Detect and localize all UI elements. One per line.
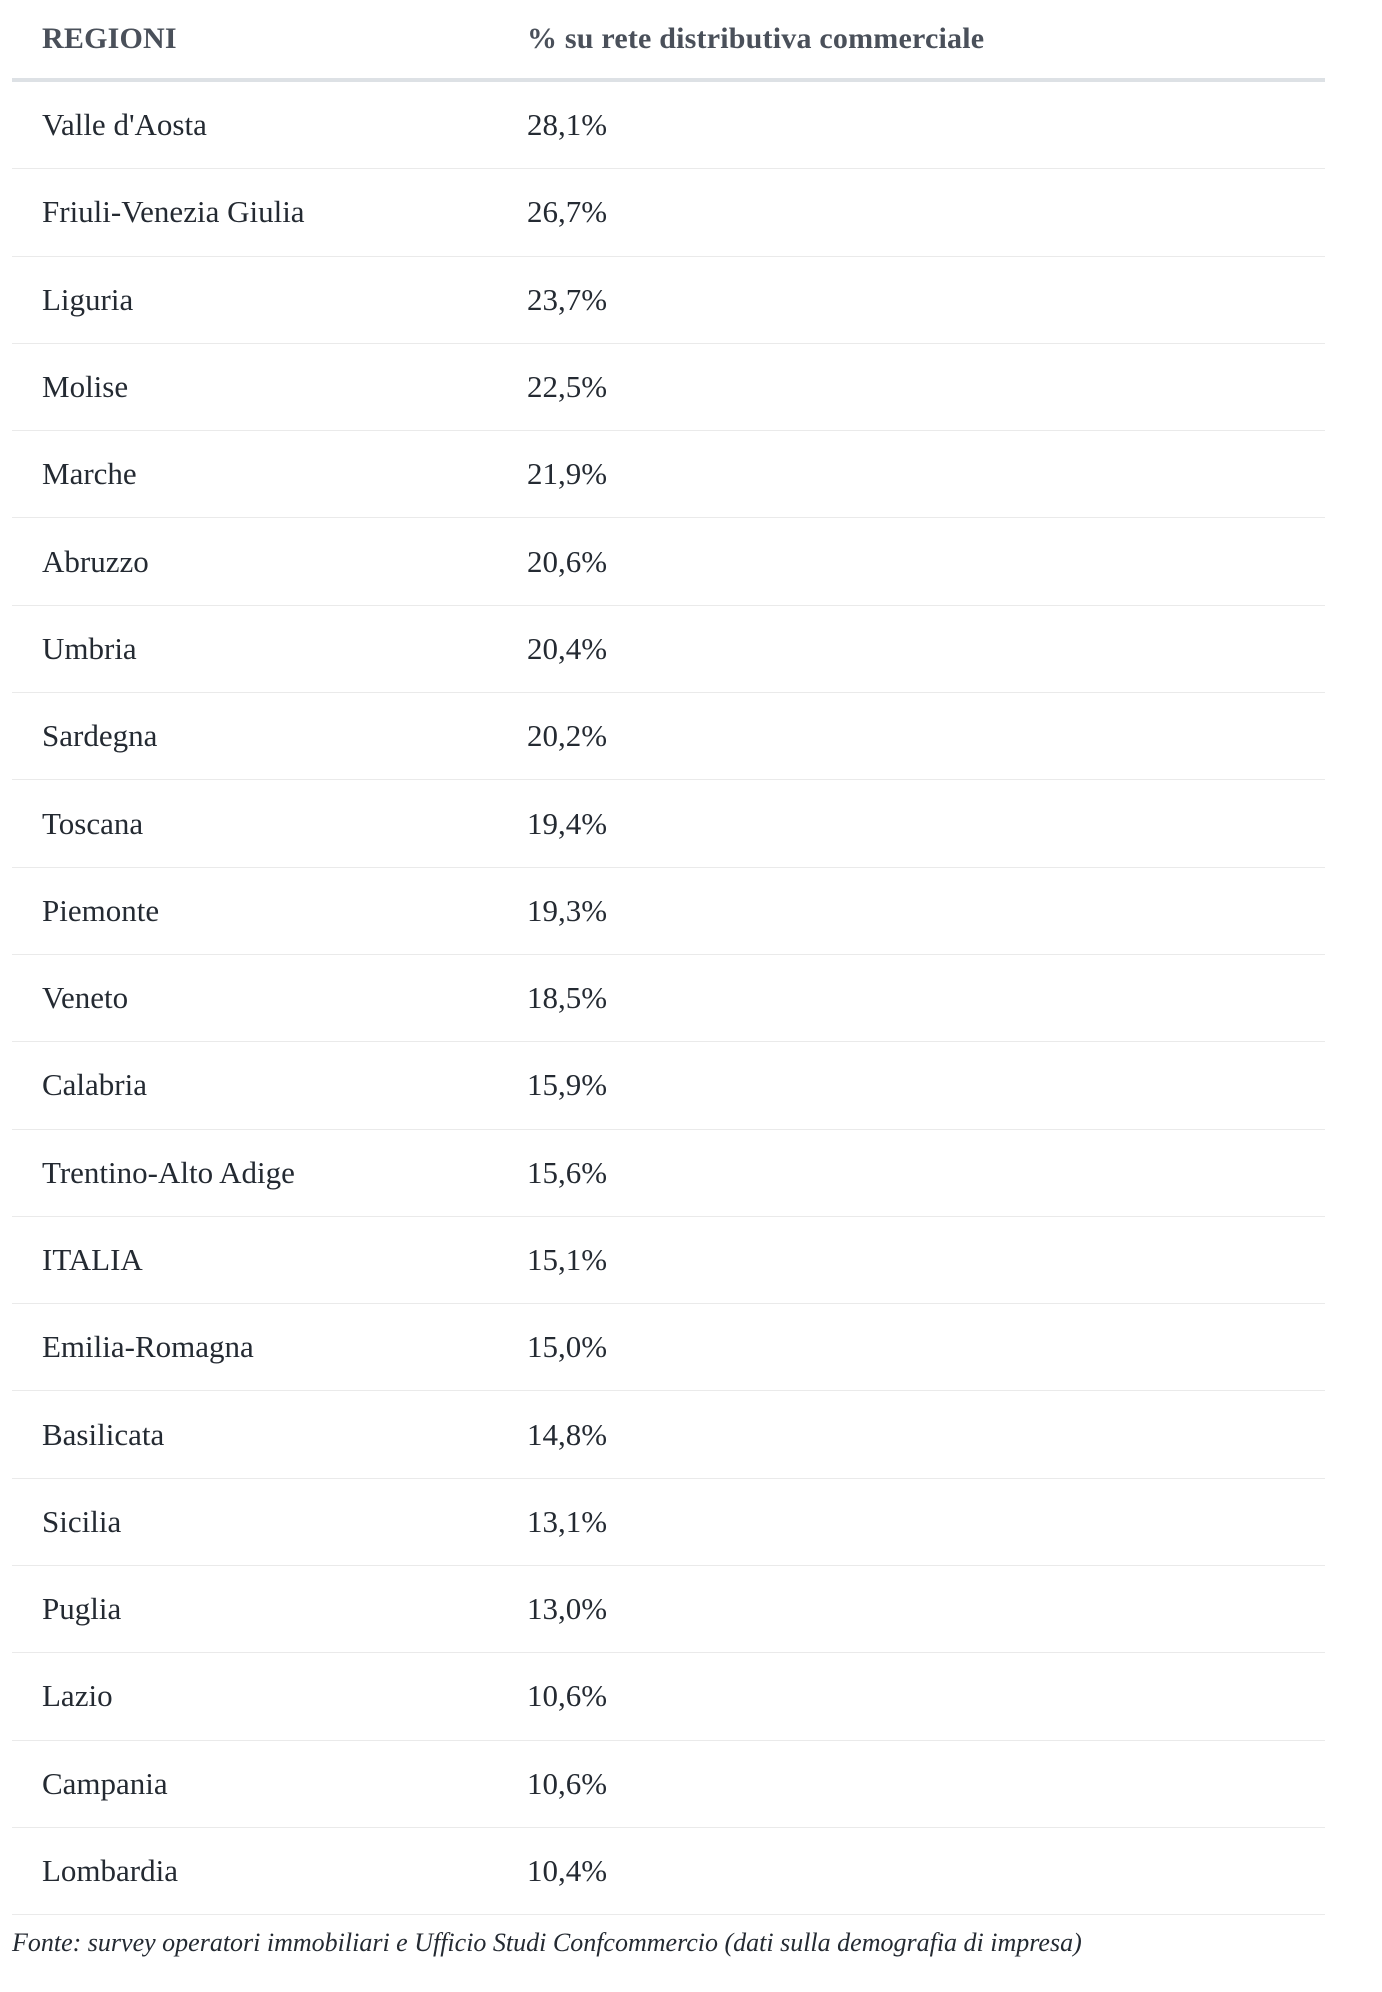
region-cell: Lombardia [42,1853,179,1889]
table-row [12,1479,1325,1566]
region-cell: Marche [42,456,137,492]
table-row [12,1653,1325,1740]
region-cell: Lazio [42,1678,113,1714]
table-row [12,431,1325,518]
table-header [12,0,1325,82]
table-row [12,606,1325,693]
region-cell: Friuli-Venezia Giulia [42,194,305,230]
table-row [12,1741,1325,1828]
region-cell: Umbria [42,630,137,666]
value-cell: 20,2% [527,718,608,754]
region-cell: ITALIA [42,1242,143,1277]
regions-table [12,0,1325,1958]
region-cell: Sardegna [42,718,158,754]
table-row [12,1391,1325,1478]
value-cell: 20,4% [527,630,608,666]
header-cell-percent: % su rete distributiva commerciale [527,22,985,55]
table-row [12,257,1325,344]
region-cell: Valle d'Aosta [42,107,207,143]
value-cell: 13,0% [527,1591,608,1627]
value-cell: 26,7% [527,194,608,230]
value-cell: 15,0% [527,1329,608,1365]
value-cell: 23,7% [527,281,608,317]
value-cell: 10,6% [527,1678,608,1714]
value-cell: 21,9% [527,456,608,492]
header-cell-regions: REGIONI [42,22,177,55]
region-cell: Toscana [42,805,144,841]
table-row [12,955,1325,1042]
value-cell: 15,6% [527,1154,608,1190]
value-cell: 10,4% [527,1853,608,1889]
region-cell: Piemonte [42,892,160,928]
region-cell: Liguria [42,281,134,317]
table-row [12,693,1325,780]
region-cell: Trentino-Alto Adige [42,1154,295,1190]
region-cell: Puglia [42,1591,122,1627]
table-row [12,344,1325,431]
value-cell: 19,4% [527,805,608,841]
region-cell: Emilia-Romagna [42,1329,254,1365]
table-row [12,169,1325,256]
value-cell: 14,8% [527,1416,608,1452]
table-row [12,82,1325,169]
table-row [12,1566,1325,1653]
table-row [12,1828,1325,1915]
table-row [12,1042,1325,1129]
value-cell: 15,9% [527,1067,608,1103]
table-row [12,1130,1325,1217]
table-row [12,1304,1325,1391]
region-cell: Sicilia [42,1503,122,1539]
table-row [12,1217,1325,1304]
value-cell: 15,1% [527,1242,608,1277]
table-row [12,518,1325,605]
region-cell: Veneto [42,980,129,1016]
value-cell: 28,1% [527,107,608,143]
region-cell: Molise [42,369,129,405]
region-cell: Basilicata [42,1416,165,1452]
value-cell: 22,5% [527,369,608,405]
value-cell: 20,6% [527,543,608,579]
region-cell: Campania [42,1765,168,1801]
region-cell: Abruzzo [42,543,149,579]
value-cell: 19,3% [527,892,608,928]
value-cell: 13,1% [527,1503,608,1539]
value-cell: 18,5% [527,980,608,1016]
source-note: Fonte: survey operatori immobiliari e Ufficio Studi Confcommercio (dati sulla demografia di impresa) [12,1928,1082,1958]
table-row [12,868,1325,955]
value-cell: 10,6% [527,1765,608,1801]
region-cell: Calabria [42,1067,148,1103]
table-body [12,82,1325,1915]
table-row [12,780,1325,867]
